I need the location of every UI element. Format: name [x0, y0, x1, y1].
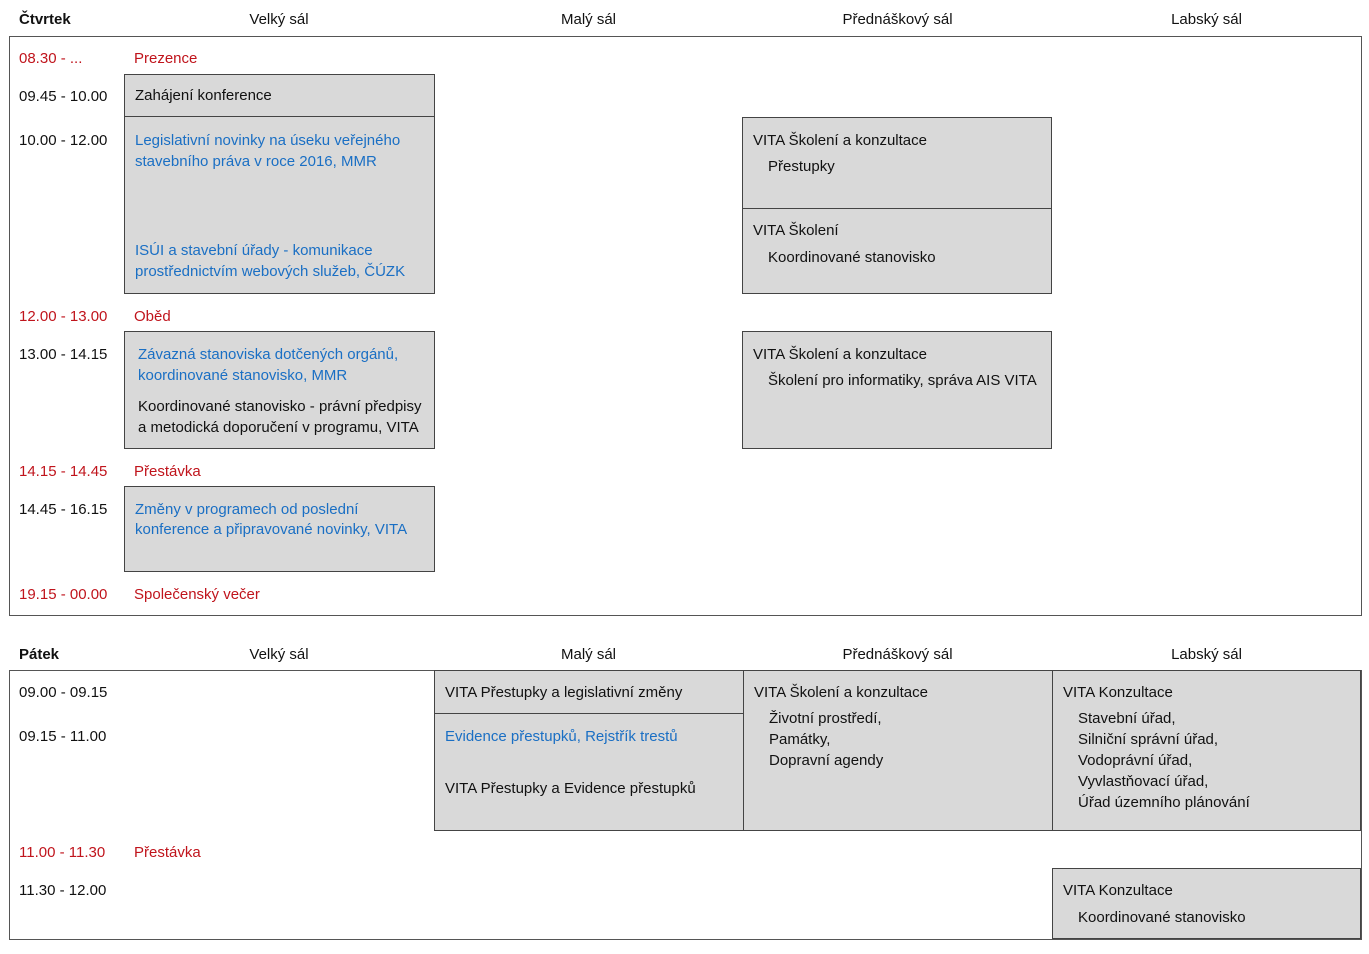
room-header-prednaskovy: Přednáškový sál	[842, 11, 953, 28]
session-item: Silniční správní úřad,	[1078, 731, 1219, 748]
session-item: Vyvlastňovací úřad,	[1078, 773, 1209, 790]
session-title: konference a připravované novinky, VITA	[135, 521, 408, 538]
room-header-prednaskovy: Přednáškový sál	[842, 646, 953, 663]
session-title: koordinované stanovisko, MMR	[138, 367, 348, 384]
session-title: VITA Přestupky a Evidence přestupků	[445, 780, 696, 797]
session-box[interactable]	[124, 331, 435, 449]
room-header-velky: Velký sál	[249, 646, 309, 663]
session-box[interactable]	[124, 74, 435, 117]
session-title: VITA Školení a konzultace	[753, 346, 927, 363]
session-title: ISÚI a stavební úřady - komunikace	[135, 242, 373, 259]
session-box[interactable]	[1052, 868, 1361, 939]
day-title-thursday: Čtvrtek	[19, 11, 71, 28]
session-title: Změny v programech od poslední	[135, 501, 359, 518]
time-slot: 09.15 - 11.00	[19, 728, 107, 745]
session-item: Dopravní agendy	[769, 752, 884, 769]
event-label: Prezence	[134, 50, 198, 67]
session-title: a metodická doporučení v programu, VITA	[138, 419, 419, 436]
session-title: VITA Přestupky a legislativní změny	[445, 684, 683, 701]
session-box[interactable]	[743, 670, 1053, 831]
time-slot: 14.15 - 14.45	[19, 463, 108, 480]
session-title: Závazná stanoviska dotčených orgánů,	[138, 346, 399, 363]
time-slot: 19.15 - 00.00	[19, 586, 108, 603]
session-box[interactable]	[1052, 670, 1361, 831]
session-items	[1078, 708, 1250, 813]
session-title: VITA Školení	[753, 222, 839, 239]
session-box[interactable]	[124, 116, 435, 294]
session-title: Evidence přestupků, Rejstřík trestů	[445, 728, 678, 745]
session-box[interactable]	[434, 670, 744, 714]
room-header-labsky: Labský sál	[1171, 646, 1242, 663]
session-items	[769, 708, 883, 771]
event-label: Přestávka	[134, 463, 201, 480]
session-box[interactable]	[742, 331, 1052, 449]
time-slot: 09.45 - 10.00	[19, 88, 108, 105]
time-slot: 09.00 - 09.15	[19, 684, 108, 701]
session-box[interactable]	[434, 713, 744, 831]
session-item: Úřad územního plánování	[1078, 794, 1250, 811]
time-slot: 14.45 - 16.15	[19, 501, 108, 518]
time-slot: 11.00 - 11.30	[19, 844, 106, 861]
session-title: Koordinované stanovisko - právní předpisy	[138, 398, 422, 415]
session-title: VITA Konzultace	[1063, 882, 1173, 899]
session-title: Legislativní novinky na úseku veřejného	[135, 132, 401, 149]
time-slot: 13.00 - 14.15	[19, 346, 108, 363]
session-item: Památky,	[769, 731, 831, 748]
room-header-maly: Malý sál	[560, 646, 616, 663]
time-slot: 11.30 - 12.00	[19, 882, 107, 899]
session-title: prostřednictvím webových služeb, ČÚZK	[135, 263, 406, 280]
session-box[interactable]	[124, 486, 435, 572]
session-subtitle: Přestupky	[768, 158, 835, 175]
event-label: Oběd	[134, 308, 171, 325]
session-title: VITA Školení a konzultace	[753, 132, 927, 149]
session-title: Zahájení konference	[135, 87, 272, 104]
session-item: Vodoprávní úřad,	[1078, 752, 1193, 769]
session-title: VITA Konzultace	[1063, 684, 1173, 701]
session-box[interactable]	[742, 208, 1052, 294]
session-subtitle: Koordinované stanovisko	[768, 249, 936, 266]
session-item: Životní prostředí,	[769, 710, 882, 727]
time-slot: 10.00 - 12.00	[19, 132, 108, 149]
session-title: VITA Školení a konzultace	[754, 684, 928, 701]
session-item: Stavební úřad,	[1078, 710, 1176, 727]
event-label: Přestávka	[134, 844, 201, 861]
session-subtitle: Školení pro informatiky, správa AIS VITA	[768, 372, 1037, 389]
session-title: stavebního práva v roce 2016, MMR	[135, 153, 377, 170]
time-slot: 08.30 - ...	[19, 50, 83, 67]
event-label: Společenský večer	[134, 586, 260, 603]
room-header-labsky: Labský sál	[1171, 11, 1242, 28]
time-slot: 12.00 - 13.00	[19, 308, 108, 325]
session-subtitle: Koordinované stanovisko	[1078, 909, 1246, 926]
room-header-velky: Velký sál	[249, 11, 309, 28]
room-header-maly: Malý sál	[560, 11, 616, 28]
day-title-friday: Pátek	[19, 646, 60, 663]
session-box[interactable]	[742, 117, 1052, 209]
